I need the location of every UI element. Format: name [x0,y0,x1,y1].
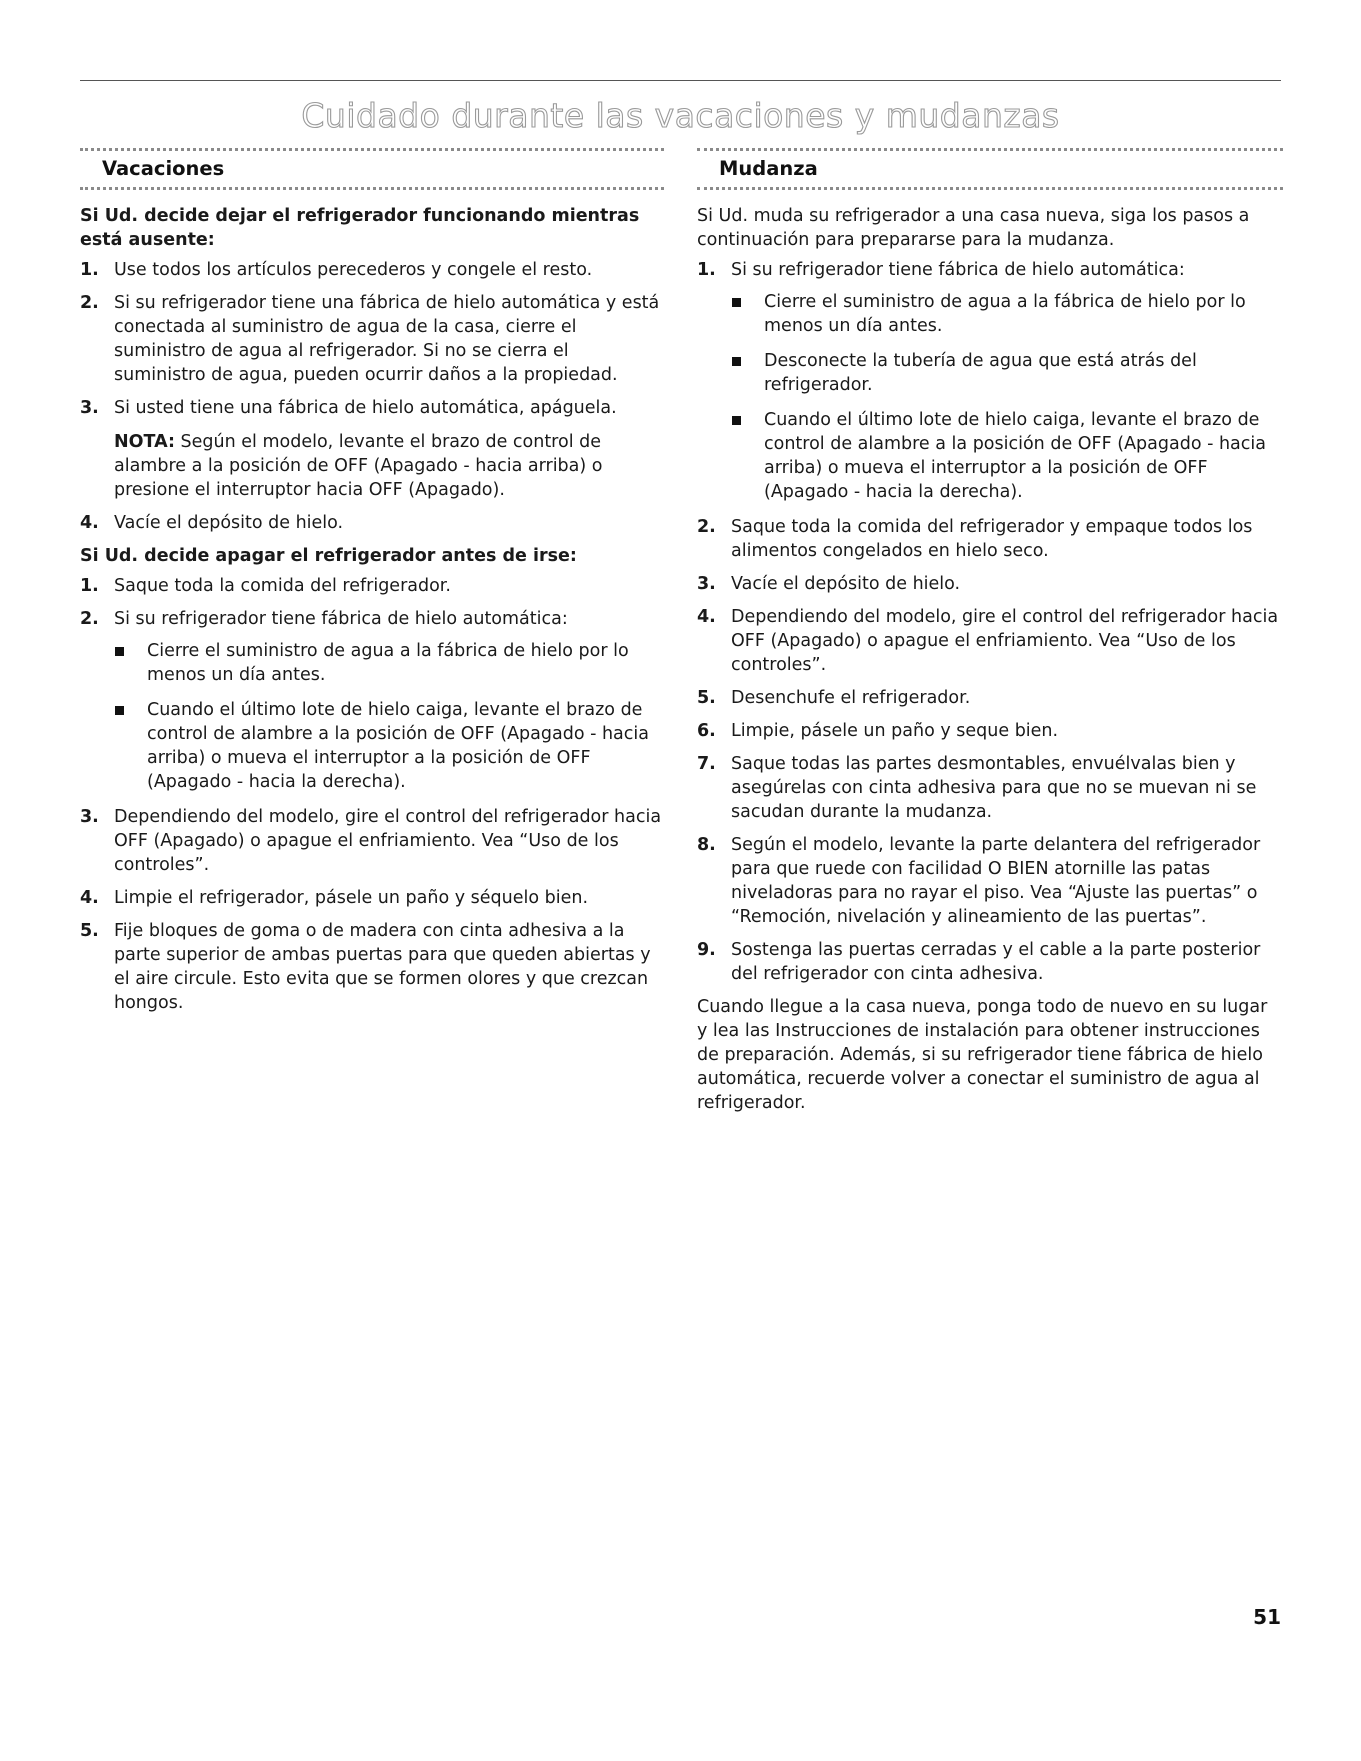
bullet-text: Cuando el último lote de hielo caiga, levante el brazo de control de alambre a la posición de OFF (Apagado - hacia arriba) o mueva el interruptor a la posición de OFF (Apagado - hacia la derecha). [147,700,649,792]
list-item [80,607,664,794]
bullet-text: Cuando el último lote de hielo caiga, levante el brazo de control de alambre a la posición de OFF (Apagado - hacia arriba) o mueva el interruptor a la posición de OFF (Apagado - hacia la derecha). [764,410,1266,502]
list-item [697,752,1283,824]
mudanza-header-label: Mudanza [719,157,818,180]
step-number: 6. [697,721,716,741]
step-number: 1. [80,576,99,596]
step-text: Desenchufe el refrigerador. [731,688,971,708]
vacaciones-subhead-off: Si Ud. decide apagar el refrigerador antes de irse: [80,546,577,566]
step-number: 4. [80,513,99,533]
mudanza-closing: Cuando llegue a la casa nueva, ponga todo de nuevo en su lugar y lea las Instrucciones de instalación para obtener instrucciones de preparación. Además, si su refrigerador tiene fábrica de hielo automática, recuerde volver a conectar el suministro de agua al refrigerador. [697,997,1268,1113]
step-number: 3. [80,398,99,418]
square-bullet-icon [732,357,741,366]
list-item [80,886,664,910]
bullet-list [114,639,664,794]
step-text: Use todos los artículos perecederos y congele el resto. [114,260,593,280]
step-text: Saque todas las partes desmontables, envuélvalas bien y asegúrelas con cinta adhesiva para que no se muevan ni se sacudan durante la mudanza. [731,754,1257,822]
step-text: Según el modelo, levante la parte delantera del refrigerador para que ruede con facilidad O BIEN atornille las patas niveladoras para no rayar el piso. Vea “Ajuste las puertas” o “Remoción, nivelación y alineamiento de las puertas”. [731,835,1261,927]
step-text: Si su refrigerador tiene una fábrica de hielo automática y está conectada al suministro de agua de la casa, cierre el suministro de agua al refrigerador. Si no se cierra el suministro de agua, pueden ocurrir daños a la propiedad. [114,293,660,385]
step-number: 2. [697,517,716,537]
bullet-list [731,290,1283,504]
step-text: Dependiendo del modelo, gire el control del refrigerador hacia OFF (Apagado) o apague el enfriamiento. Vea “Uso de los controles”. [114,807,662,875]
step-number: 8. [697,835,716,855]
list-item [697,515,1283,563]
step-text: Saque toda la comida del refrigerador. [114,576,451,596]
step-number: 2. [80,293,99,313]
square-bullet-icon [115,706,124,715]
mudanza-header [697,148,1283,190]
step-text: Limpie, pásele un paño y seque bien. [731,721,1059,741]
vacaciones-list-off [80,574,664,1015]
list-item [80,291,664,387]
step-text: Sostenga las puertas cerradas y el cable a la parte posterior del refrigerador con cinta adhesiva. [731,940,1261,984]
note-text: Según el modelo, levante el brazo de control de alambre a la posición de OFF (Apagado - hacia arriba) o presione el interruptor hacia OFF (Apagado). [114,432,603,500]
step-text: Fije bloques de goma o de madera con cinta adhesiva a la parte superior de ambas puertas para que queden abiertas y el aire circule. Esto evita que se formen olores y que crezcan hongos. [114,921,651,1013]
step-text: Si su refrigerador tiene fábrica de hielo automática: [731,260,1185,280]
step-number: 3. [80,807,99,827]
top-rule [80,80,1281,81]
list-item [80,574,664,598]
step-number: 4. [80,888,99,908]
bullet-text: Cierre el suministro de agua a la fábrica de hielo por lo menos un día antes. [147,641,629,685]
vacaciones-column [80,148,664,1024]
vacaciones-header-label: Vacaciones [102,157,225,180]
square-bullet-icon [732,416,741,425]
page-title: Cuidado durante las vacaciones y mudanzas [301,96,1060,135]
step-number: 4. [697,607,716,627]
step-text: Limpie el refrigerador, pásele un paño y séquelo bien. [114,888,589,908]
list-item [697,572,1283,596]
square-bullet-icon [115,647,124,656]
vacaciones-header [80,148,664,190]
list-item [80,919,664,1015]
bullet-text: Desconecte la tubería de agua que está atrás del refrigerador. [764,351,1197,395]
mudanza-column [697,148,1283,1121]
vacaciones-list-on [80,258,664,535]
list-item [697,833,1283,929]
step-text: Vacíe el depósito de hielo. [731,574,961,594]
note-label: NOTA: [114,432,175,452]
list-item [80,805,664,877]
bullet-item [731,290,1283,338]
step-number: 5. [697,688,716,708]
step-text: Vacíe el depósito de hielo. [114,513,344,533]
page-number: 51 [1253,1605,1281,1629]
step-text: Si usted tiene una fábrica de hielo automática, apáguela. [114,398,617,418]
step-number: 5. [80,921,99,941]
bullet-text: Cierre el suministro de agua a la fábrica de hielo por lo menos un día antes. [764,292,1246,336]
list-item [697,686,1283,710]
list-item [80,396,664,502]
mudanza-list [697,258,1283,986]
list-item [697,258,1283,504]
step-number: 1. [697,260,716,280]
step-number: 9. [697,940,716,960]
step-text: Si su refrigerador tiene fábrica de hielo automática: [114,609,568,629]
step-text: Dependiendo del modelo, gire el control del refrigerador hacia OFF (Apagado) o apague el enfriamiento. Vea “Uso de los controles”. [731,607,1279,675]
list-item [697,719,1283,743]
step-number: 2. [80,609,99,629]
bullet-item [114,698,664,794]
bullet-item [731,349,1283,397]
bullet-item [731,408,1283,504]
note [114,430,664,502]
list-item [80,511,664,535]
step-number: 7. [697,754,716,774]
step-number: 3. [697,574,716,594]
step-number: 1. [80,260,99,280]
vacaciones-subhead-on: Si Ud. decide dejar el refrigerador funcionando mientras está ausente: [80,206,640,250]
list-item [80,258,664,282]
step-text: Saque toda la comida del refrigerador y empaque todos los alimentos congelados en hielo seco. [731,517,1253,561]
bullet-item [114,639,664,687]
list-item [697,605,1283,677]
list-item [697,938,1283,986]
square-bullet-icon [732,298,741,307]
mudanza-intro: Si Ud. muda su refrigerador a una casa nueva, siga los pasos a continuación para prepararse para la mudanza. [697,206,1250,250]
